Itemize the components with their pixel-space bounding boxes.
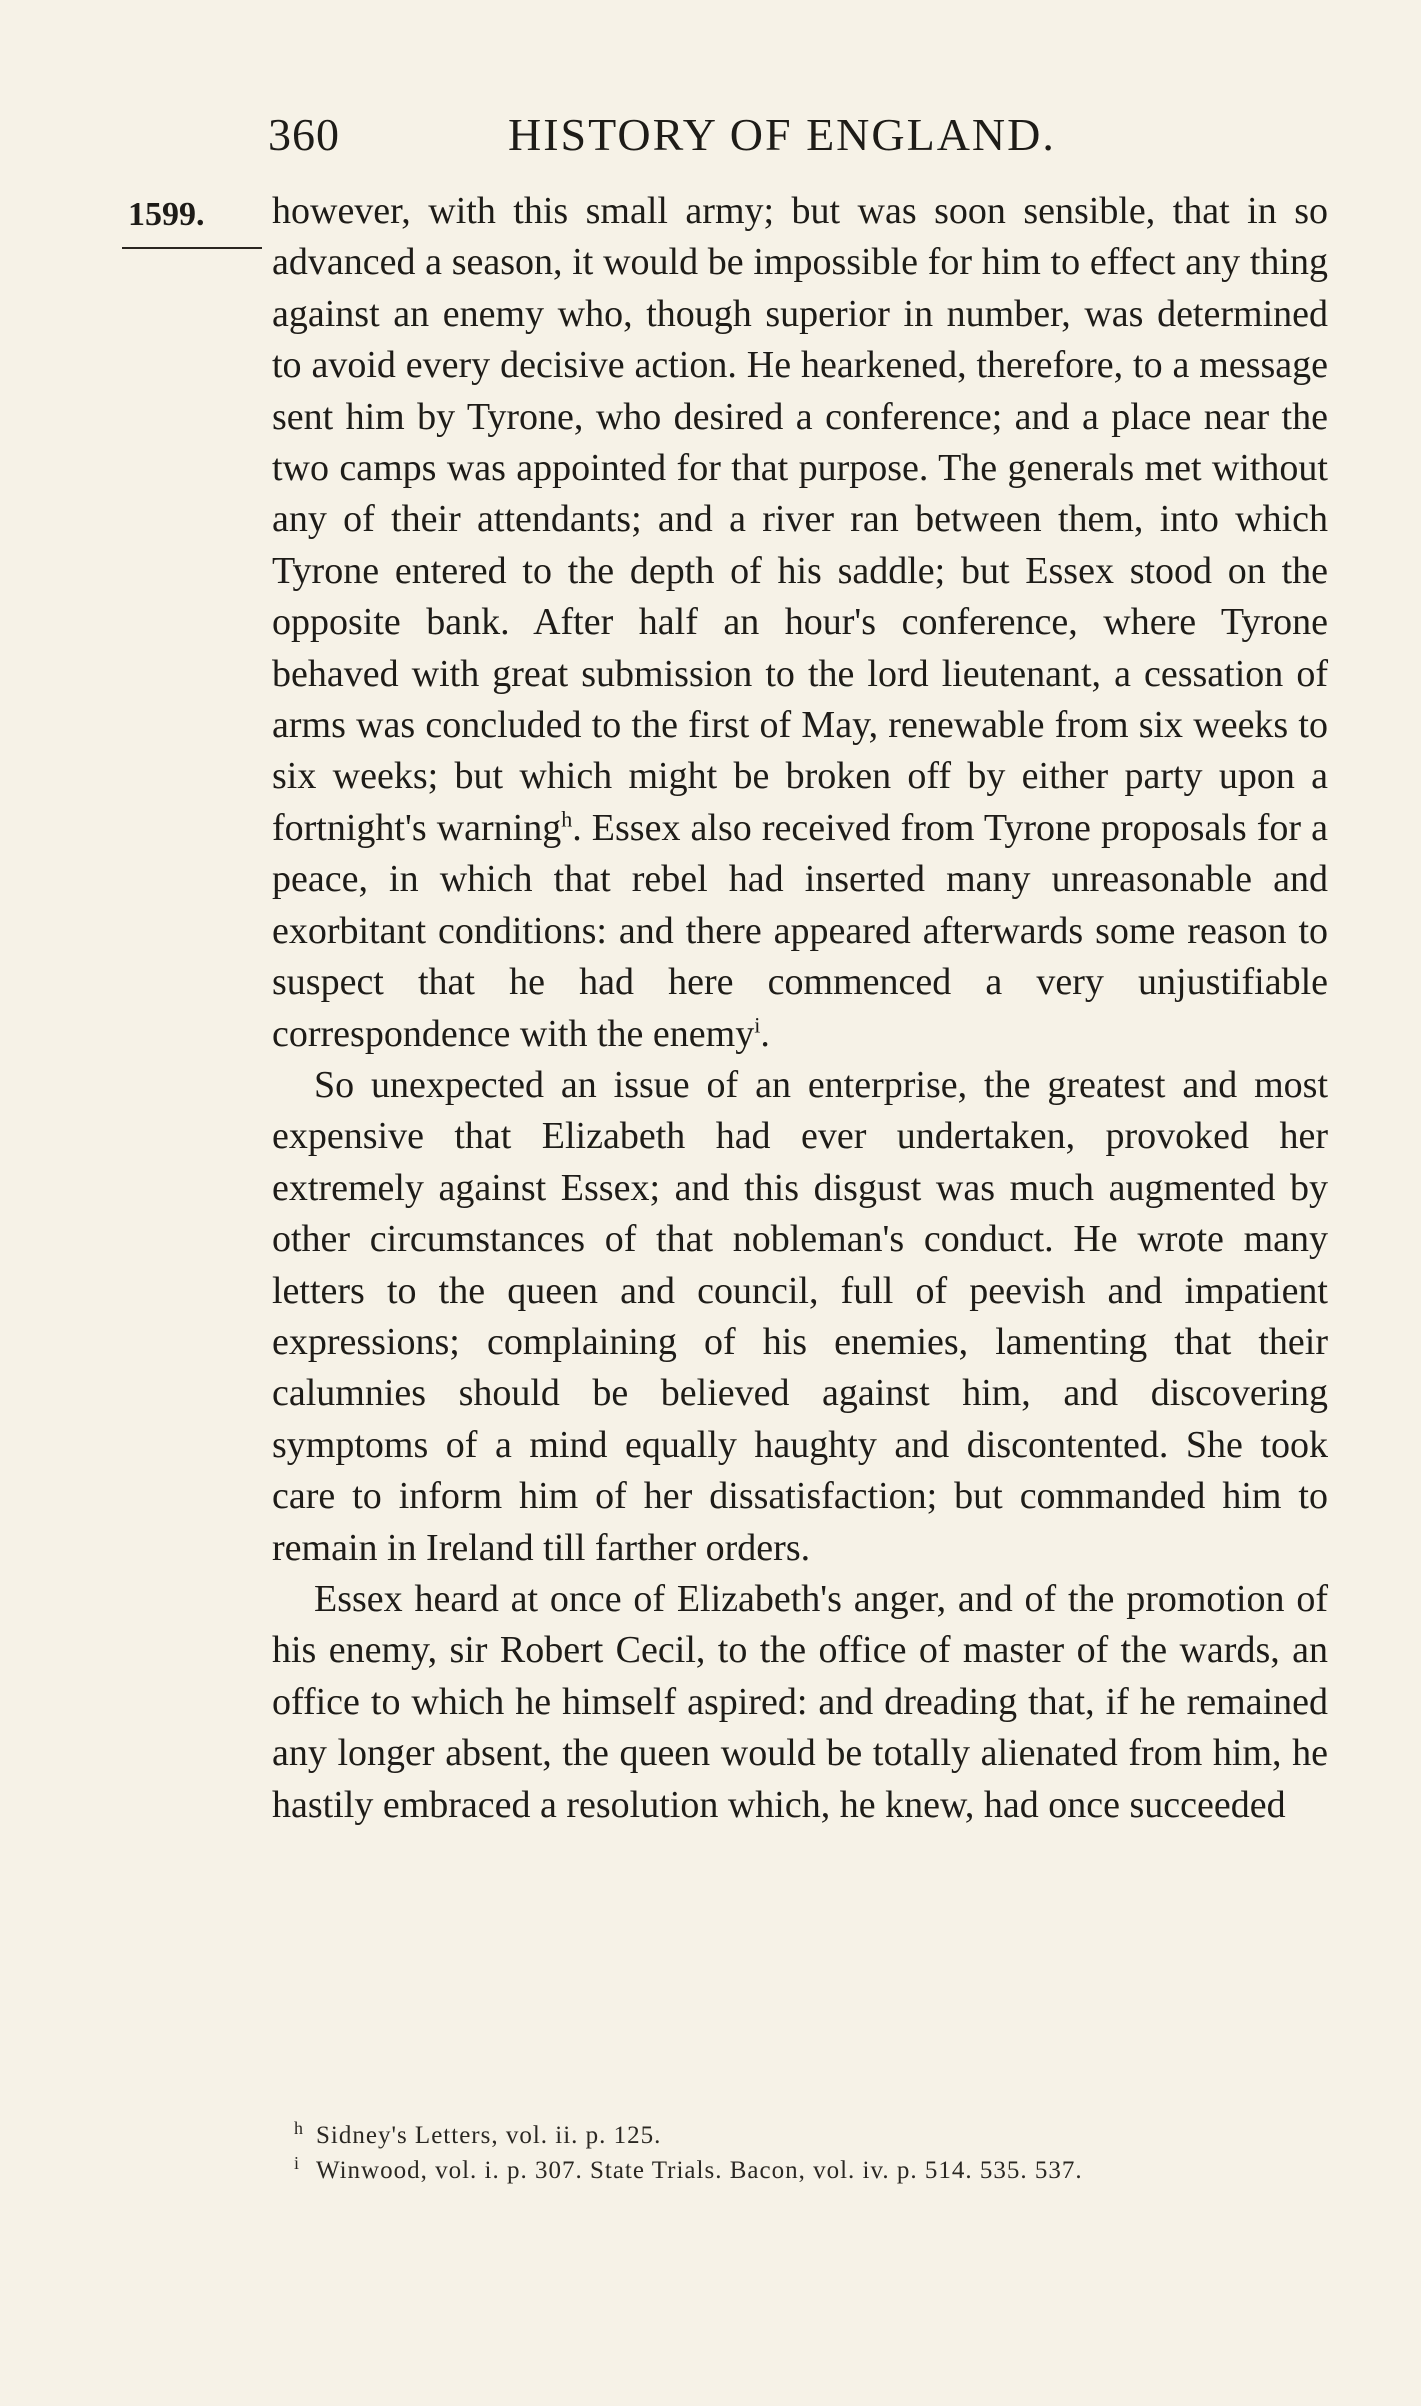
footnote-text: Sidney's Letters, vol. ii. p. 125. (316, 2122, 662, 2149)
margin-year: 1599. (128, 196, 205, 233)
footnote-h: h Sidney's Letters, vol. ii. p. 125. (294, 2117, 662, 2149)
paragraph-2: So unexpected an issue of an enterprise, the greatest and most expensive that Elizabeth had ever undertaken, provoked her extremely against Essex; and this disgust was much augmented by other circumstances of that nobleman's conduct. He wrote many letters to the queen and council, full of peevish and impatient expressions; complaining of his enemies, lamenting that their calumnies should be believed against him, and discovering symptoms of a mind equally haughty and discontented. She took care to inform him of her dissatisfaction; but commanded him to remain in Ireland till farther orders. (272, 1063, 1328, 1569)
footnotes (294, 2118, 1334, 2188)
footnote-text: Winwood, vol. i. p. 307. State Trials. Bacon, vol. iv. p. 514. 535. 537. (316, 2157, 1083, 2184)
footnote-i: i Winwood, vol. i. p. 307. State Trials. Bacon, vol. iv. p. 514. 535. 537. (294, 2152, 1083, 2184)
footnote-ref-i: i (754, 1011, 761, 1037)
page-number: 360 (268, 109, 340, 160)
paragraph-1-text-c: . (760, 1012, 770, 1055)
footnote-ref-h: h (561, 806, 573, 832)
running-title: HISTORY OF ENGLAND. (508, 109, 1056, 160)
body-text (272, 186, 1328, 1831)
paragraph-1-text-b: . Essex also received from Tyrone proposals for a peace, in which that rebel had inserted many unreasonable and exorbitant conditions: and there appeared afterwards some reason to suspect that he had here commenced a very unjustifiable correspondence with the enemy (272, 806, 1328, 1055)
paragraph-3: Essex heard at once of Elizabeth's anger, and of the promotion of his enemy, sir Robert Cecil, to the office of master of the wards, an office to which he himself aspired: and dreading that, if he remained any longer absent, the queen would be totally alienated from him, he hastily embraced a resolution which, he knew, had once succeeded (272, 1577, 1328, 1826)
paragraph-1 (272, 186, 1328, 1060)
margin-rule (122, 247, 262, 249)
paragraph-1-text-a: however, with this small army; but was soon sensible, that in so advanced a season, it would be impossible for him to effect any thing against an enemy who, though superior in number, was determined to avoid every decisive action. He hearkened, therefore, to a message sent him by Tyrone, who desired a conference; and a place near the two camps was appointed for that purpose. The generals met without any of their attendants; and a river ran between them, into which Tyrone entered to the depth of his saddle; but Essex stood on the opposite bank. After half an hour's conference, where Tyrone behaved with great submission to the lord lieutenant, a cessation of arms was concluded to the first of May, renewable from six weeks to six weeks; but which might be broken off by either party upon a fortnight's warning (272, 190, 1328, 849)
